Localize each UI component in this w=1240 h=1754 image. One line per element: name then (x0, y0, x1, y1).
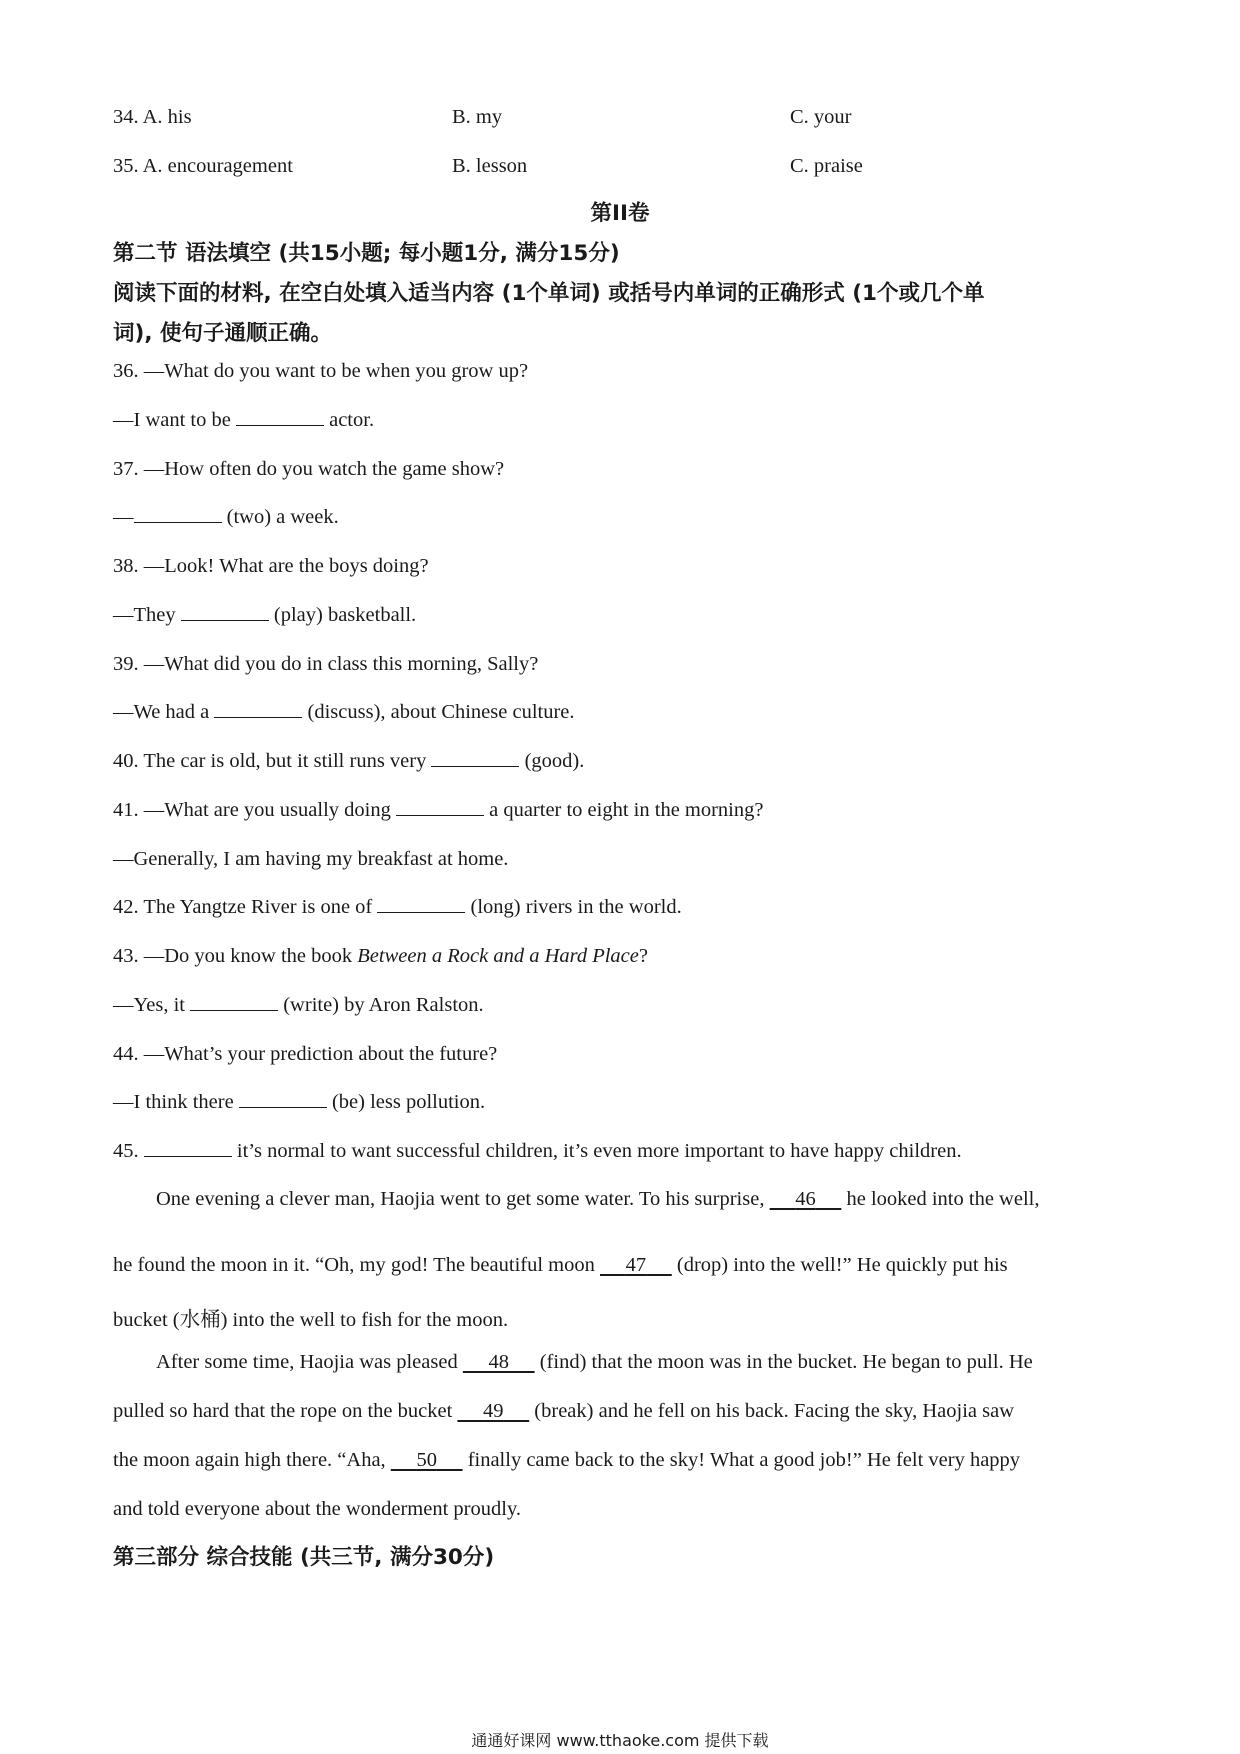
question-43-answer: —Yes, it (write) by Aron Ralston. (113, 994, 484, 1016)
answer-blank[interactable] (181, 604, 269, 621)
question-43-prompt: 43. —Do you know the book Between a Rock and a Hard Place? (113, 945, 648, 967)
answer-blank[interactable] (396, 799, 484, 816)
instruction-line-1: 阅读下面的材料, 在空白处填入适当内容 (1个单词) 或括号内单词的正确形式 (1个或几个单 (113, 281, 985, 306)
answer-blank[interactable] (134, 506, 222, 523)
question-38-prompt: 38. —Look! What are the boys doing? (113, 555, 429, 577)
answer-blank[interactable] (214, 701, 302, 718)
part-3-title: 第三部分 综合技能 (共三节, 满分30分) (113, 1545, 495, 1570)
blank-49[interactable]: 49 (483, 1400, 504, 1422)
question-36-answer: —I want to be actor. (113, 409, 375, 431)
answer-blank[interactable] (431, 750, 519, 767)
story-line-4: After some time, Haojia was pleased 48 (find) that the moon was in the bucket. He began to pull. He (156, 1351, 1033, 1373)
question-42: 42. The Yangtze River is one of (long) rivers in the world. (113, 896, 682, 918)
blank-47[interactable]: 47 (625, 1254, 647, 1276)
option-34-a: 34. A. his (113, 106, 192, 128)
question-44-answer: —I think there (be) less pollution. (113, 1091, 486, 1113)
question-44-prompt: 44. —What’s your prediction about the future? (113, 1043, 498, 1065)
option-35-b: B. lesson (452, 155, 528, 177)
question-45: 45. it’s normal to want successful children, it’s even more important to have happy children. (113, 1140, 962, 1162)
page-footer: 通通好课网 www.tthaoke.com 提供下载 (471, 1731, 769, 1750)
question-39-prompt: 39. —What did you do in class this morning, Sally? (113, 653, 539, 675)
option-35-a: 35. A. encouragement (113, 155, 293, 177)
question-36-prompt: 36. —What do you want to be when you grow up? (113, 360, 529, 382)
answer-blank[interactable] (236, 409, 324, 426)
story-line-6: the moon again high there. “Aha, 50 finally came back to the sky! What a good job!” He felt very happy (113, 1449, 1021, 1471)
option-34-b: B. my (452, 106, 503, 128)
answer-blank[interactable] (377, 896, 465, 913)
option-35-c: C. praise (790, 155, 863, 177)
story-line-2: he found the moon in it. “Oh, my god! The beautiful moon 47 (drop) into the well!” He quickly put his (113, 1254, 1008, 1276)
section-2-title: 第二节 语法填空 (共15小题; 每小题1分, 满分15分) (113, 241, 620, 266)
story-line-7: and told everyone about the wonderment proudly. (113, 1498, 521, 1520)
question-41-answer: —Generally, I am having my breakfast at home. (113, 848, 509, 870)
answer-blank[interactable] (239, 1091, 327, 1108)
blank-46[interactable]: 46 (795, 1188, 816, 1210)
answer-blank[interactable] (144, 1140, 232, 1157)
question-37-prompt: 37. —How often do you watch the game show? (113, 458, 505, 480)
question-41-prompt: 41. —What are you usually doing a quarter to eight in the morning? (113, 799, 764, 821)
question-39-answer: —We had a (discuss), about Chinese culture. (113, 701, 575, 723)
story-line-3: bucket (水桶) into the well to fish for the moon. (113, 1309, 509, 1331)
instruction-line-2: 词), 使句子通顺正确。 (113, 321, 332, 346)
story-line-5: pulled so hard that the rope on the bucket 49 (break) and he fell on his back. Facing the sky, Haojia saw (113, 1400, 1014, 1422)
question-40: 40. The car is old, but it still runs very (good). (113, 750, 585, 772)
blank-48[interactable]: 48 (488, 1351, 509, 1373)
option-34-c: C. your (790, 106, 852, 128)
book-title: Between a Rock and a Hard Place (357, 945, 639, 967)
question-38-answer: —They (play) basketball. (113, 604, 417, 626)
story-line-1: One evening a clever man, Haojia went to get some water. To his surprise, 46 he looked into the well, (156, 1188, 1040, 1210)
blank-50[interactable]: 50 (416, 1449, 437, 1471)
question-37-answer: — (two) a week. (113, 506, 339, 528)
answer-blank[interactable] (190, 994, 278, 1011)
volume-title: 第II卷 (590, 201, 650, 226)
